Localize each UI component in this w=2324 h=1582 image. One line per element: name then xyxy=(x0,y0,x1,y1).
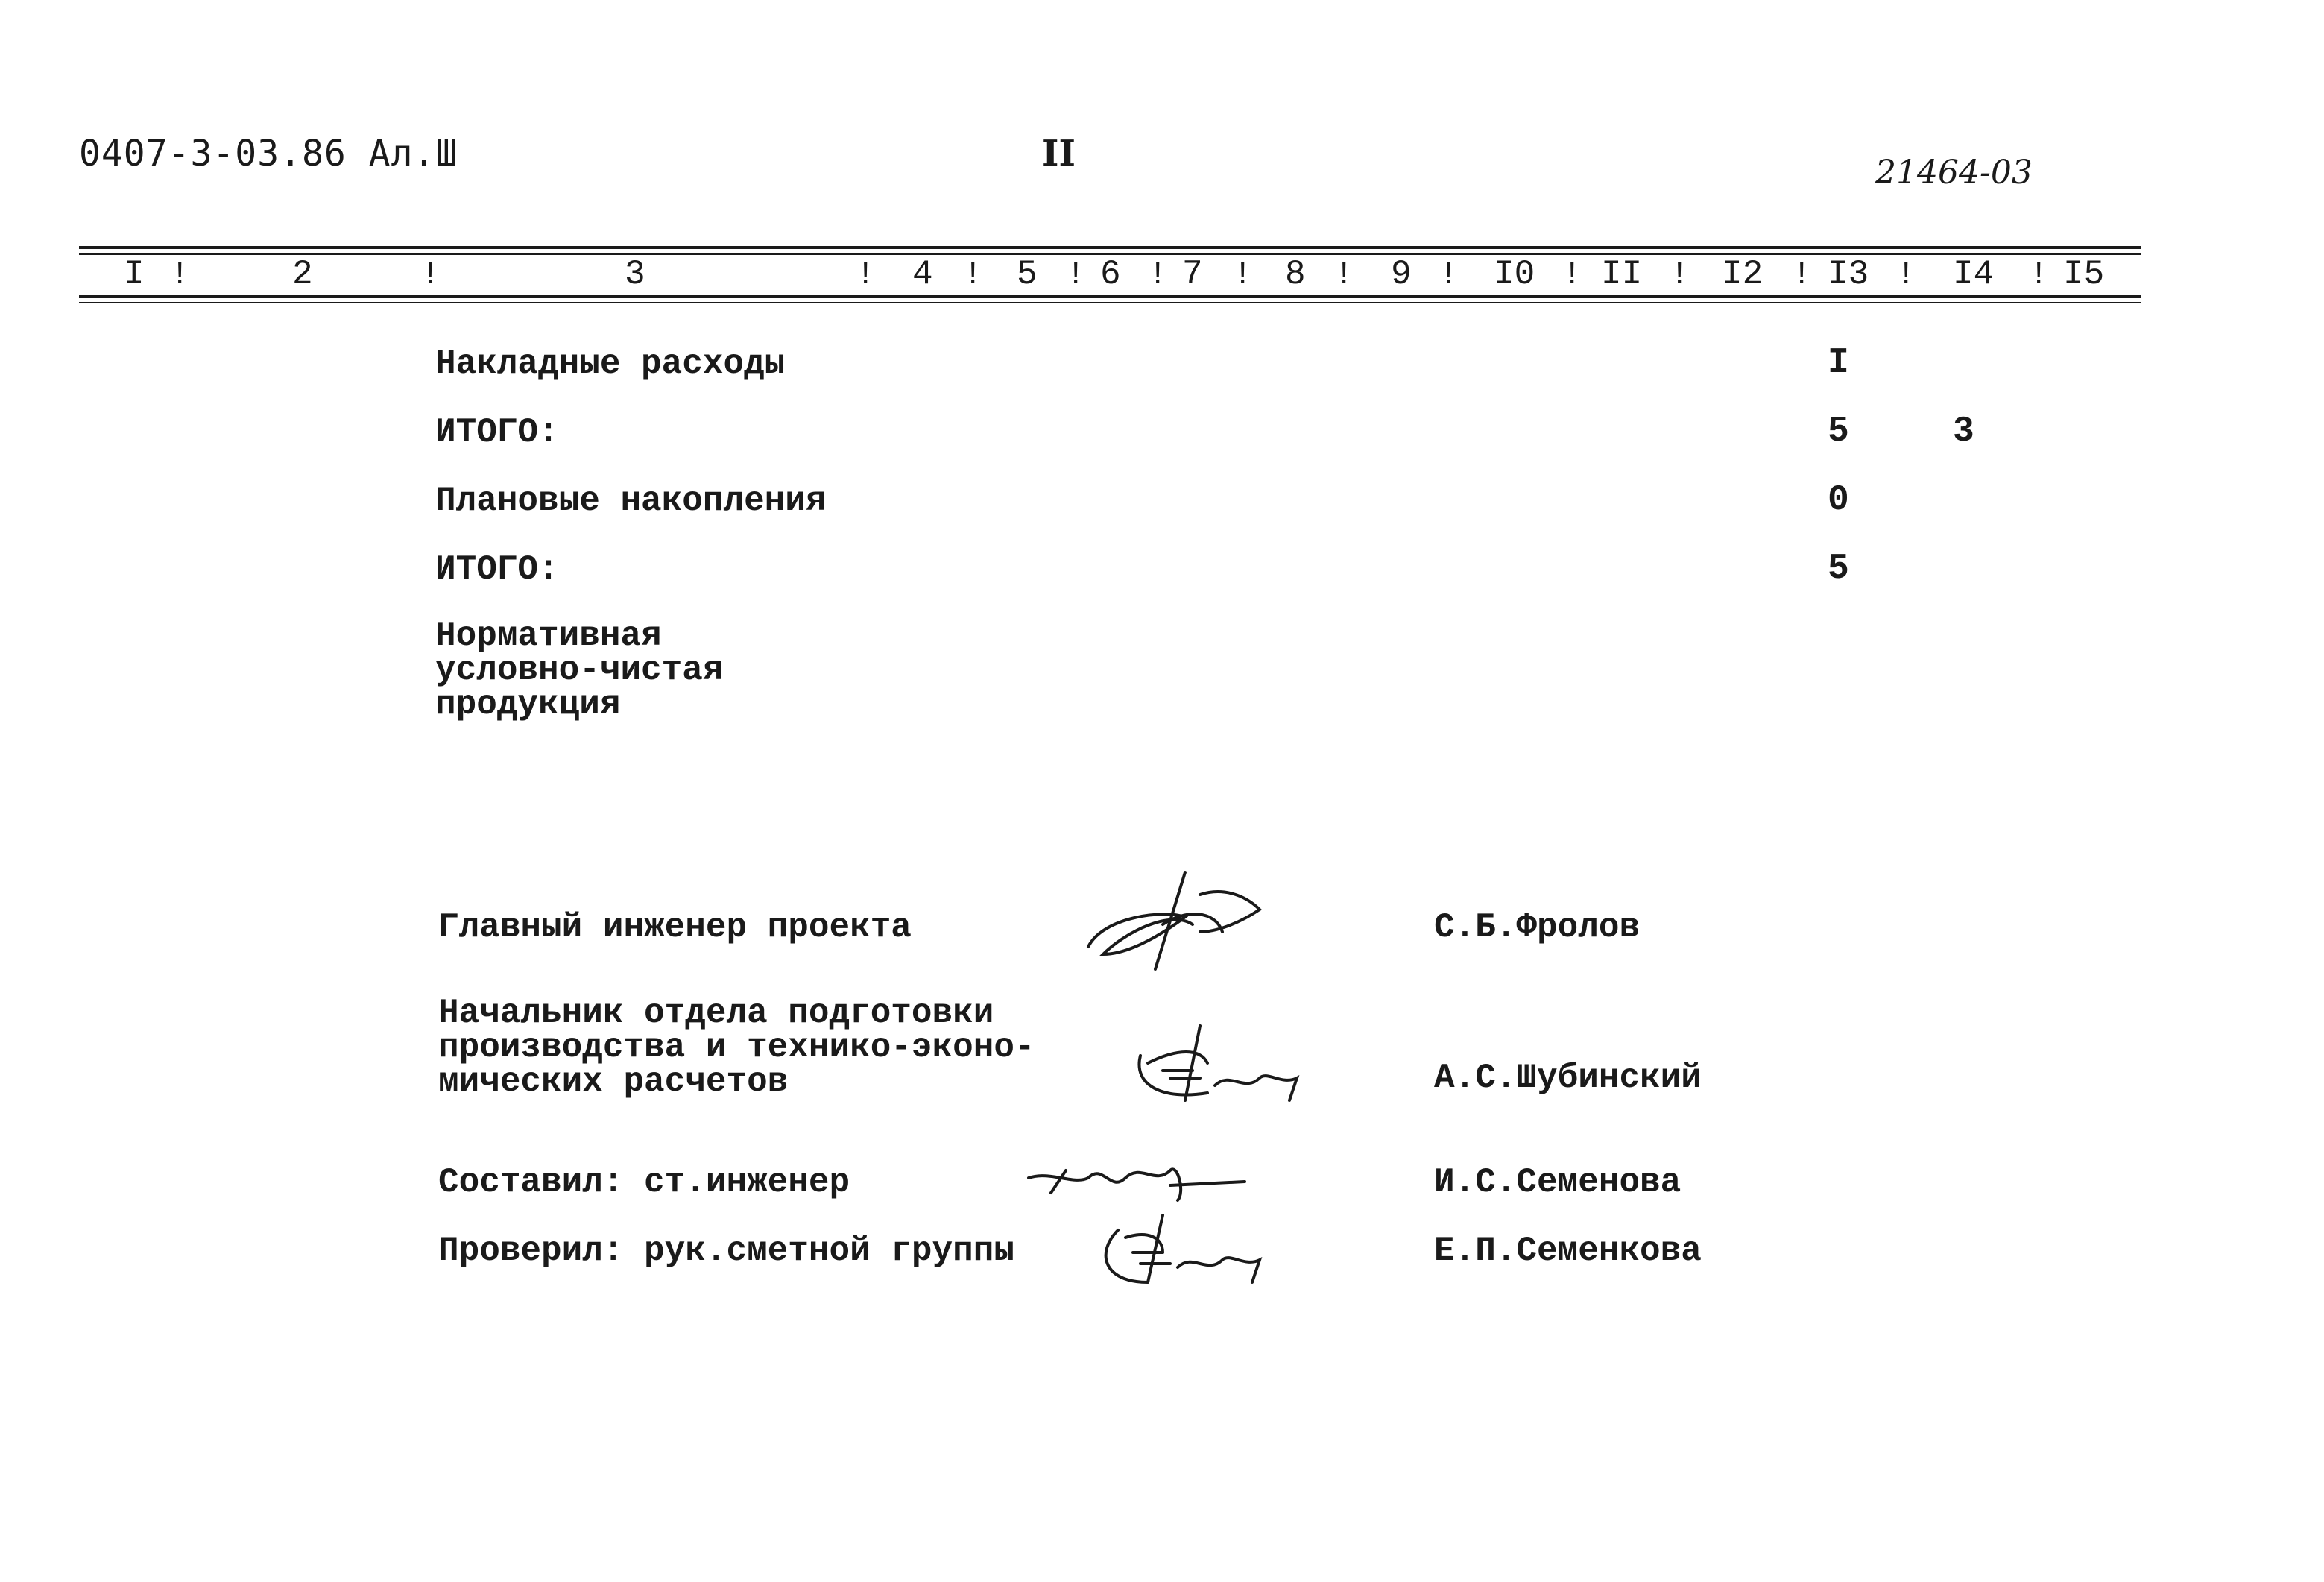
column-separator: ! xyxy=(1896,256,1916,294)
signature-role: Главный инженер проекта xyxy=(438,908,912,947)
inventory-number: 21464-03 xyxy=(1875,154,2033,192)
row-value-col13: 5 xyxy=(1828,412,1849,452)
row-label-total: ИТОГО: xyxy=(435,550,559,589)
signature-name: А.С.Шубинский xyxy=(1434,1059,1702,1097)
column-separator: ! xyxy=(1334,256,1354,294)
column-number: 3 xyxy=(625,255,645,294)
column-separator: ! xyxy=(2029,256,2049,294)
column-separator: ! xyxy=(963,256,983,294)
column-separator: ! xyxy=(1562,256,1582,294)
column-separator: ! xyxy=(1670,256,1690,294)
column-number: I2 xyxy=(1722,255,1763,294)
column-number: 4 xyxy=(912,255,933,294)
column-number: 9 xyxy=(1391,255,1412,294)
row-label-planned-savings: Плановые накопления xyxy=(435,482,827,520)
row-label-total: ИТОГО: xyxy=(435,413,559,452)
column-number: I3 xyxy=(1828,255,1869,294)
signature-name: С.Б.Фролов xyxy=(1434,908,1641,947)
signature-role: Проверил: рук.сметной группы xyxy=(438,1232,1014,1270)
column-number: 8 xyxy=(1285,255,1306,294)
signature-name: И.С.Семенова xyxy=(1434,1163,1682,1202)
signature-shubinsky xyxy=(1118,1018,1327,1115)
column-number: II xyxy=(1601,255,1643,294)
signature-semenkova xyxy=(1088,1208,1282,1297)
row-value-col13: I xyxy=(1828,343,1849,383)
table-header-bottom-rule-thin xyxy=(79,302,2141,303)
row-label-overhead: Накладные расходы xyxy=(435,344,786,383)
table-header-bottom-rule xyxy=(79,295,2141,298)
signature-semenova xyxy=(1021,1141,1260,1215)
row-value-col13: 5 xyxy=(1828,549,1849,589)
column-number: I4 xyxy=(1953,255,1995,294)
column-separator: ! xyxy=(1439,256,1459,294)
column-separator: ! xyxy=(170,256,190,294)
column-separator: ! xyxy=(1148,256,1168,294)
column-separator: ! xyxy=(856,256,876,294)
column-separator: ! xyxy=(1066,256,1086,294)
signature-role: Составил: ст.инженер xyxy=(438,1163,850,1202)
signature-frolov xyxy=(1073,865,1282,977)
column-number: 6 xyxy=(1100,255,1121,294)
column-separator: ! xyxy=(1792,256,1812,294)
document-code: 0407-3-03.86 Ал.Ш xyxy=(79,133,458,174)
signature-name: Е.П.Семенкова xyxy=(1434,1232,1702,1270)
signature-role: Начальник отдела подготовки производства и технико-эконо- мических расчетов xyxy=(438,994,1035,1101)
column-number: I xyxy=(124,255,145,294)
row-value-col14: 3 xyxy=(1953,412,1974,452)
table-header-top-rule xyxy=(79,246,2141,249)
column-separator: ! xyxy=(1233,256,1253,294)
column-number: 2 xyxy=(292,255,313,294)
column-separator: ! xyxy=(420,256,441,294)
column-number: 7 xyxy=(1182,255,1203,294)
row-value-col13: 0 xyxy=(1828,480,1849,520)
column-number: I5 xyxy=(2063,255,2105,294)
column-number: I0 xyxy=(1494,255,1535,294)
sheet-number: II xyxy=(1042,133,1076,174)
column-number: 5 xyxy=(1017,255,1038,294)
row-label-net-output: Нормативная условно-чистая продукция xyxy=(435,617,724,724)
